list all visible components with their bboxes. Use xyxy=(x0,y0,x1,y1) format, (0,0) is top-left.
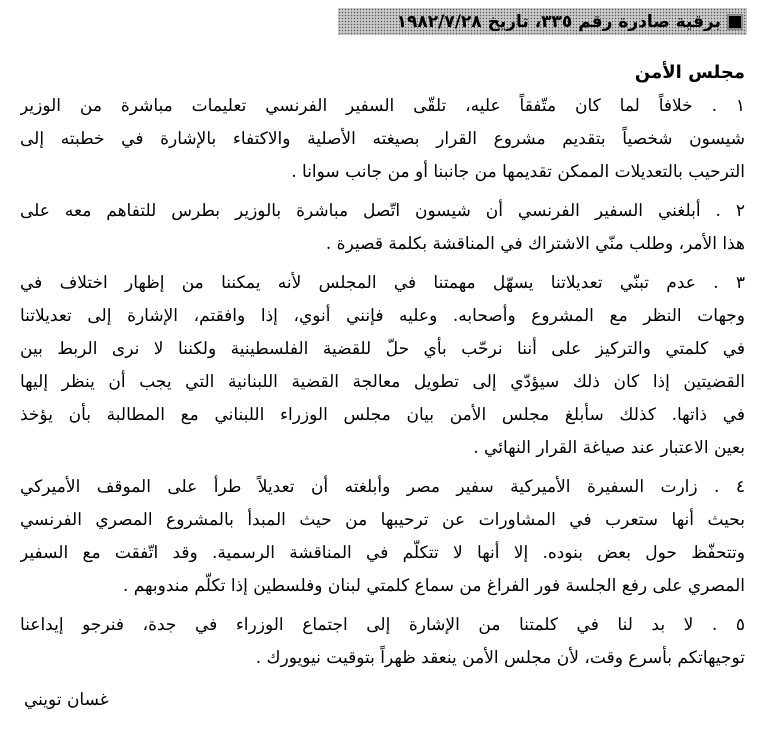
text-line: الترحيب بالتعديلات الممكن تقديمها من جانبنا أو من جانب سوانا . xyxy=(291,162,745,182)
text-line: القضيتين إذا كان ذلك سيؤدّي إلى تطويل معالجة القضية اللبنانية التي يجب أن ينظر إليها xyxy=(20,372,745,392)
text-line: وتتحفّظ حول بعض بنوده. إلا أنها لا تتكلّم في المناقشة الرسمية. وقد اتّفقت مع السفير xyxy=(20,543,745,563)
text-line: ٤ . زارت السفيرة الأميركية سفير مصر وأبلغته أن تعديلاً طرأ على الموقف الأميركي xyxy=(20,477,745,497)
text-line: في كلمتي والتركيز على أننا نرحّب بأي حلّ للقضية الفلسطينية ولكننا لا نرى الربط بين xyxy=(20,339,745,359)
text-line: ٢ . أبلغني السفير الفرنسي أن شيسون اتّصل مباشرة بالوزير بطرس للتفاهم معه على xyxy=(20,201,745,221)
text-line: شيسون شخصياً بتقديم مشروع القرار بصيغته الأصلية والاكتفاء بالإشارة في خطبته إلى xyxy=(20,129,745,149)
signature: غسان تويني xyxy=(24,690,109,710)
telegram-header xyxy=(338,8,747,35)
paragraph-3 xyxy=(20,267,745,465)
text-line: ٣ . عدم تبنّي تعديلاتنا يسهّل مهمتنا في المجلس لأنه يمكننا من إظهار اختلاف في xyxy=(20,273,745,293)
telegram-number-date: برقية صادرة رقم ٣٣٥، تاريخ ١٩٨٢/٧/٢٨ xyxy=(396,11,721,32)
section-title: مجلس الأمن xyxy=(634,62,745,83)
text-line: ٥ . لا بد لنا في كلمتنا من الإشارة إلى اجتماع الوزراء في جدة، فنرجو إيداعنا xyxy=(20,615,745,635)
text-line: ١ . خلافاً لما كان متّفقاً عليه، تلقّى السفير الفرنسي تعليمات مباشرة من الوزير xyxy=(20,96,745,116)
text-line: المصري على رفع الجلسة فور الفراغ من سماع كلمتي لبنان وفلسطين إذا تكلّم مندوبهم . xyxy=(122,576,745,596)
text-line: بعين الاعتبار عند صياغة القرار النهائي . xyxy=(473,438,745,458)
paragraph-1 xyxy=(20,90,745,189)
paragraph-2 xyxy=(20,195,745,261)
text-line: هذا الأمر، وطلب منّي الاشتراك في المناقشة بكلمة قصيرة . xyxy=(325,234,745,254)
text-line: وجهات النظر مع المشروع وأصحابه. وعليه فإنني أنوي، إذا وافقتم، الإشارة إلى تعديلاتنا xyxy=(20,306,745,326)
text-line: في ذاتها. كذلك سأبلغ مجلس الأمن بيان مجلس الوزراء اللبناني مع المطالبة بأن يؤخذ xyxy=(20,405,745,425)
text-line: توجيهاتكم بأسرع وقت، لأن مجلس الأمن ينعقد ظهراً بتوقيت نيويورك . xyxy=(255,648,745,668)
telegram-body xyxy=(20,90,745,681)
black-square-icon xyxy=(727,14,743,30)
paragraph-5 xyxy=(20,609,745,675)
paragraph-4 xyxy=(20,471,745,603)
text-line: بحيث أنها ستعرب في المشاورات عن ترحيبها من حيث المبدأ بالمشروع المصري الفرنسي xyxy=(20,510,745,530)
